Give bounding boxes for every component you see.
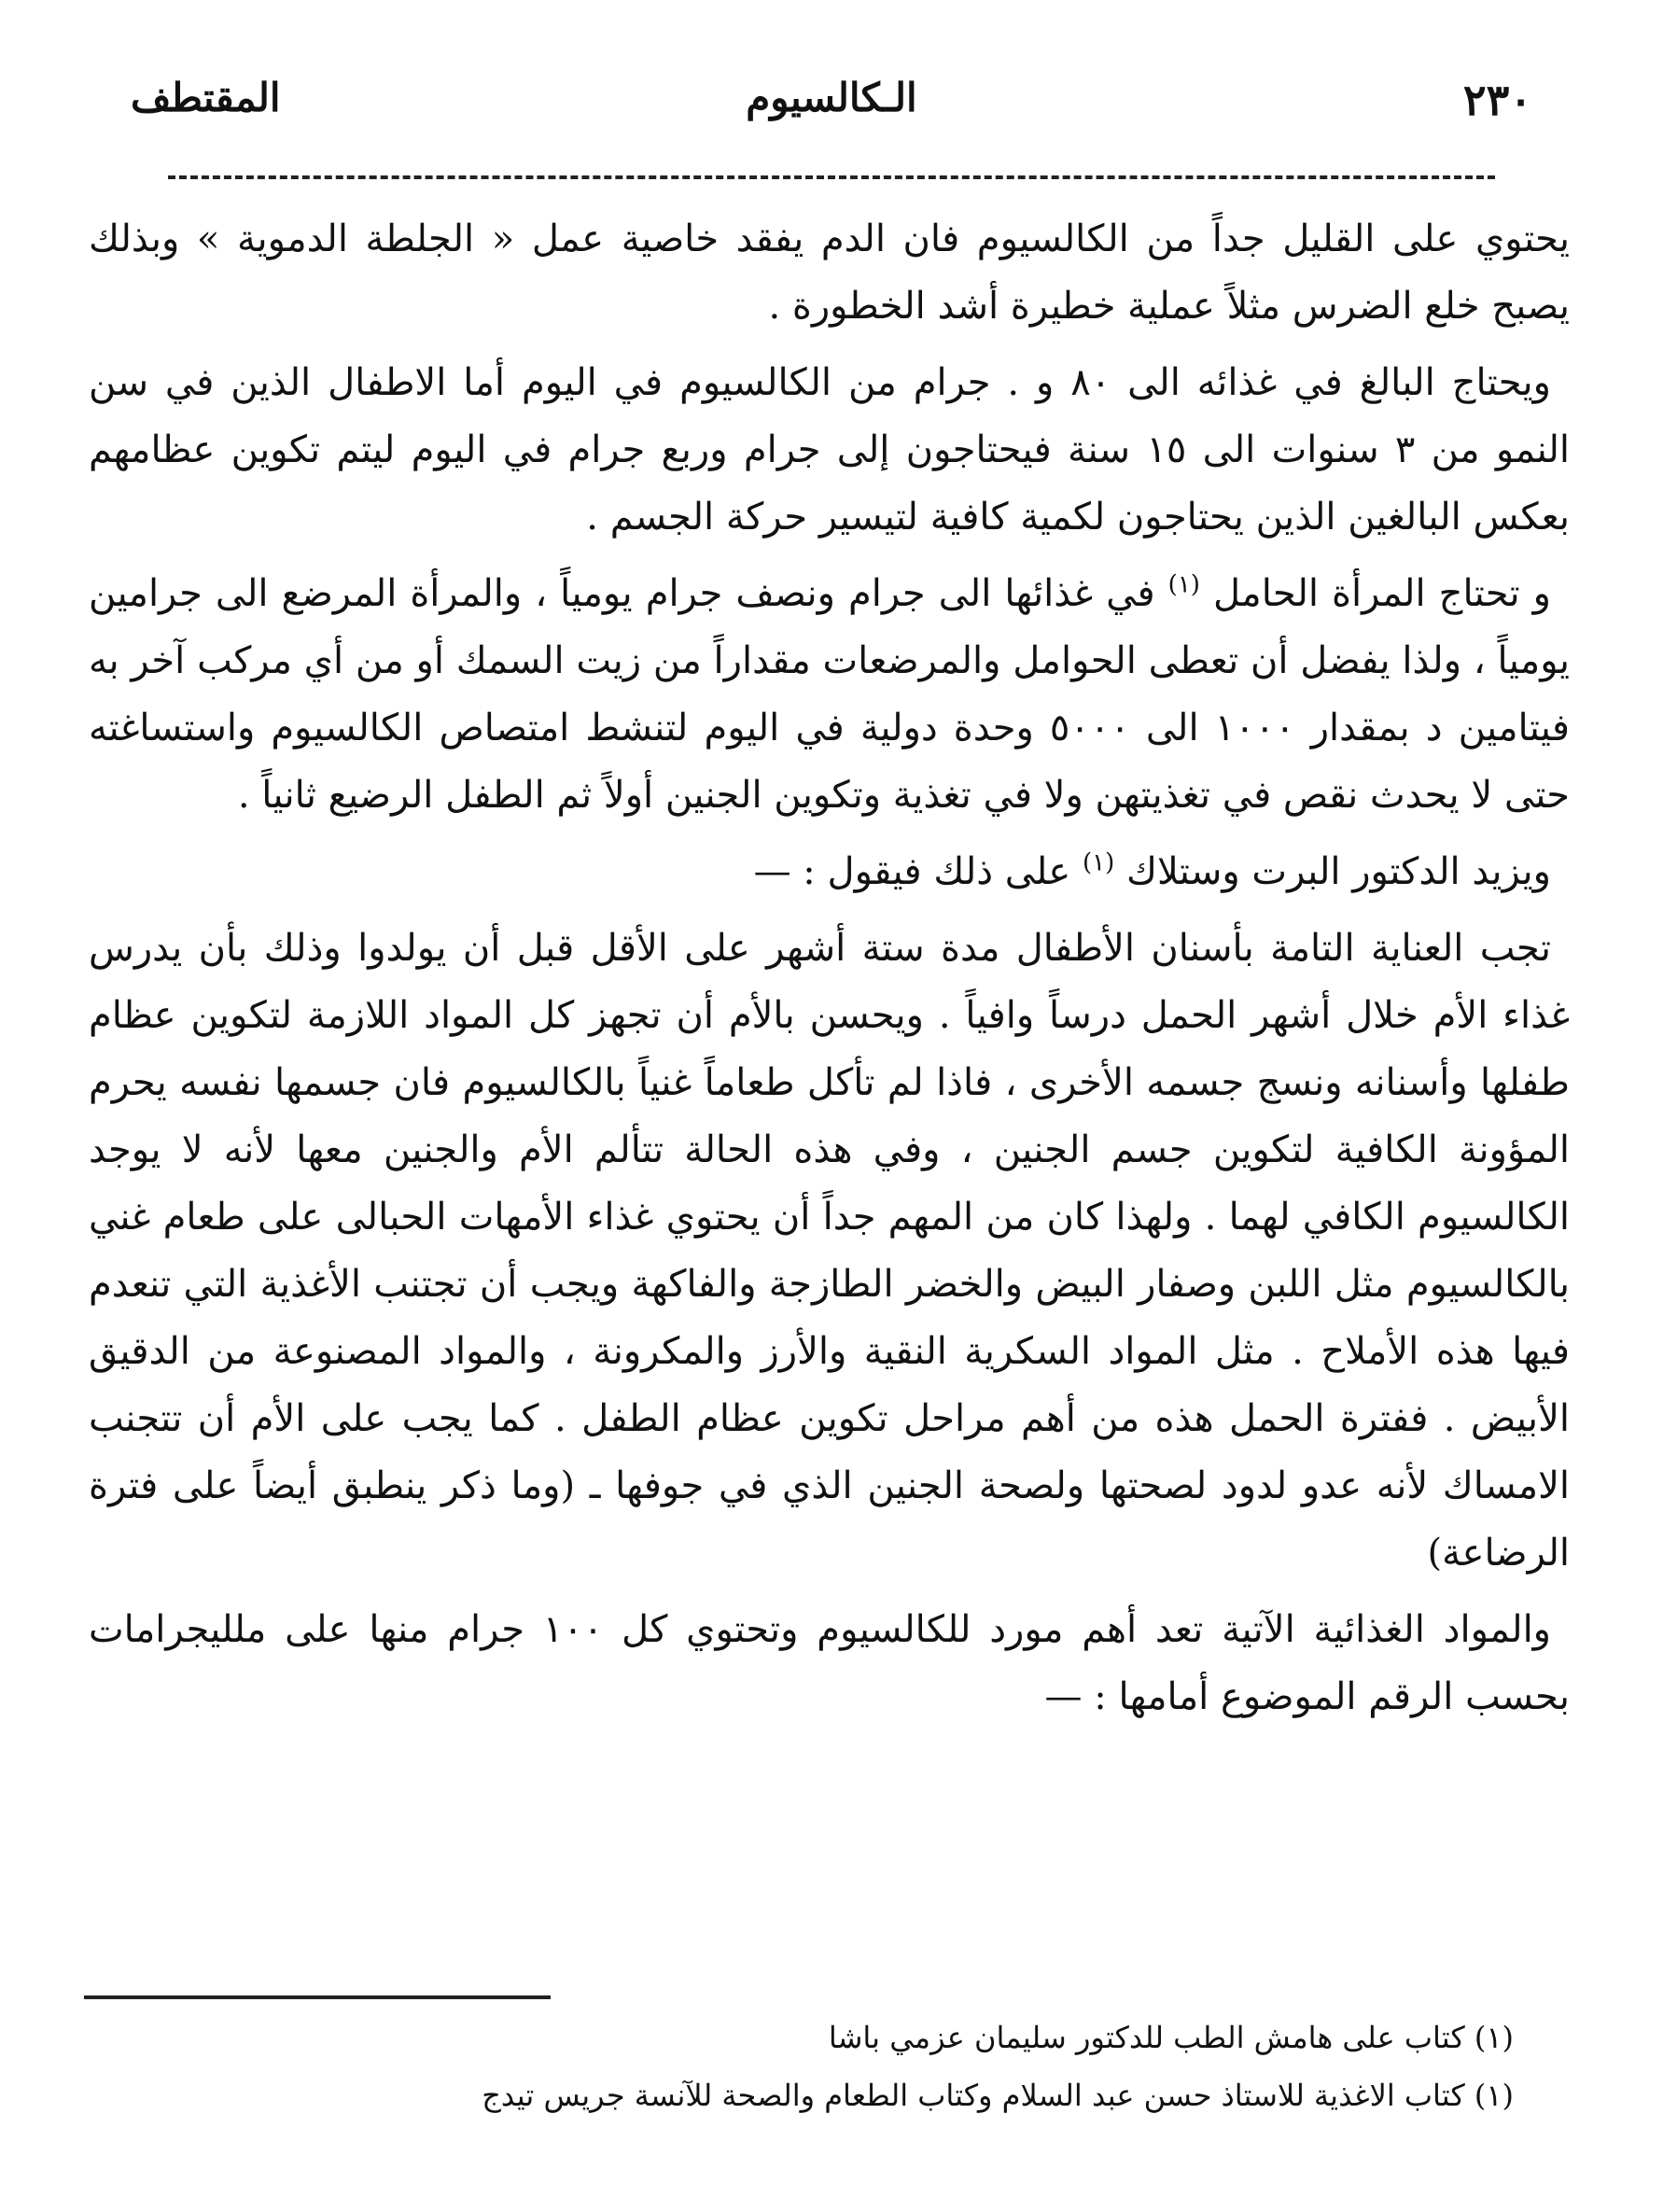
footnote-2: (١) كتاب الاغذية للاستاذ حسن عبد السلام وكتاب الطعام والصحة للآنسة جريس تيدج <box>482 2078 1514 2113</box>
paragraph-2: ويحتاج البالغ في غذائه الى ٨٠ و . جرام من الكالسيوم في اليوم أما الاطفال الذين في سن النمو من ٣ سنوات الى ١٥ سنة فيحتاجون إلى جرام وربع جرام في اليوم ليتم تكوين عظامهم بعكس البالغين الذين يحتاجون لكمية كافية لتيسير حركة الجسم . <box>89 361 1570 539</box>
paragraph-3 <box>89 560 1570 829</box>
running-head <box>131 65 1532 131</box>
paragraph-5: تجب العناية التامة بأسنان الأطفال مدة ستة أشهر على الأقل قبل أن يولدوا وذلك بأن يدرس غذاء الأم خلال أشهر الحمل درساً وافياً . ويحسن بالأم أن تجهز كل المواد اللازمة لتكوين عظام طفلها وأسنانه ونسج جسمه الأخرى ، فاذا لم تأكل طعاماً غنياً بالكالسيوم فان جسمها نفسه يحرم المؤونة الكافية لتكوين جسم الجنين ، وفي هذه الحالة تتألم الأم والجنين معها لأنه لا يوجد الكالسيوم الكافي لهما . ولهذا كان من المهم جداً أن يحتوي غذاء الأمهات الحبالى على طعام غني بالكالسيوم مثل اللبن وصفار البيض والخضر الطازجة والفاكهة ويجب أن تجتنب الأغذية التي تنعدم فيها هذه الأملاح . مثل المواد السكرية النقية والأرز والمكرونة ، والمواد المصنوعة من الدقيق الأبيض . ففترة الحمل هذه من أهم مراحل تكوين عظام الطفل . كما يجب على الأم أن تتجنب الامساك لأنه عدو لدود لصحتها ولصحة الجنين الذي في جوفها ـ (وما ذكر ينطبق أيضاً على فترة الرضاعة) <box>89 927 1571 1575</box>
paragraph-4-lead: ويزيد الدكتور البرت وستلاك <box>1125 850 1551 893</box>
paragraph-1: يحتوي على القليل جداً من الكالسيوم فان الدم يفقد خاصية عمل « الجلطة الدموية » وبذلك يصبح خلع الضرس مثلاً عملية خطيرة أشد الخطورة . <box>89 217 1570 328</box>
footnote-marker-1: (١) <box>1167 570 1200 599</box>
paragraph-3-rest: في غذائها الى جرام ونصف جرام يومياً ، والمرأة المرضع الى جرامين يومياً ، ولذا يفضل أن تعطى الحوامل والمرضعات مقداراً من زيت السمك أو من أي مركب آخر به فيتامين د بمقدار ١٠٠٠ الى ٥٠٠٠ وحدة دولية في اليوم لتنشط امتصاص الكالسيوم واستساغته حتى لا يحدث نقص في تغذيتهن ولا في تغذية وتكوين الجنين أولاً ثم الطفل الرضيع ثانياً . <box>89 572 1571 817</box>
paragraph-4-rest: على ذلك فيقول : — <box>753 850 1071 893</box>
paragraph-6: والمواد الغذائية الآتية تعد أهم مورد للكالسيوم وتحتوي كل ١٠٠ جرام منها على ملليجرامات بحسب الرقم الموضوع أمامها : — <box>89 1608 1570 1718</box>
article-body <box>89 205 1570 1740</box>
page-number: ٢٣٠ <box>1462 75 1532 125</box>
header-divider <box>168 175 1495 179</box>
footnote-divider <box>84 1995 551 1999</box>
footnotes <box>93 2009 1514 2124</box>
footnote-marker-2: (١) <box>1082 848 1115 877</box>
journal-name: المقتطف <box>131 75 281 120</box>
page-title: الـكالسيوم <box>746 75 917 120</box>
footnote-1: (١) كتاب على هامش الطب للدكتور سليمان عزمي باشا <box>828 2020 1514 2055</box>
paragraph-3-lead: و تحتاج المرأة الحامل <box>1212 572 1551 615</box>
paragraph-4 <box>89 838 1570 905</box>
